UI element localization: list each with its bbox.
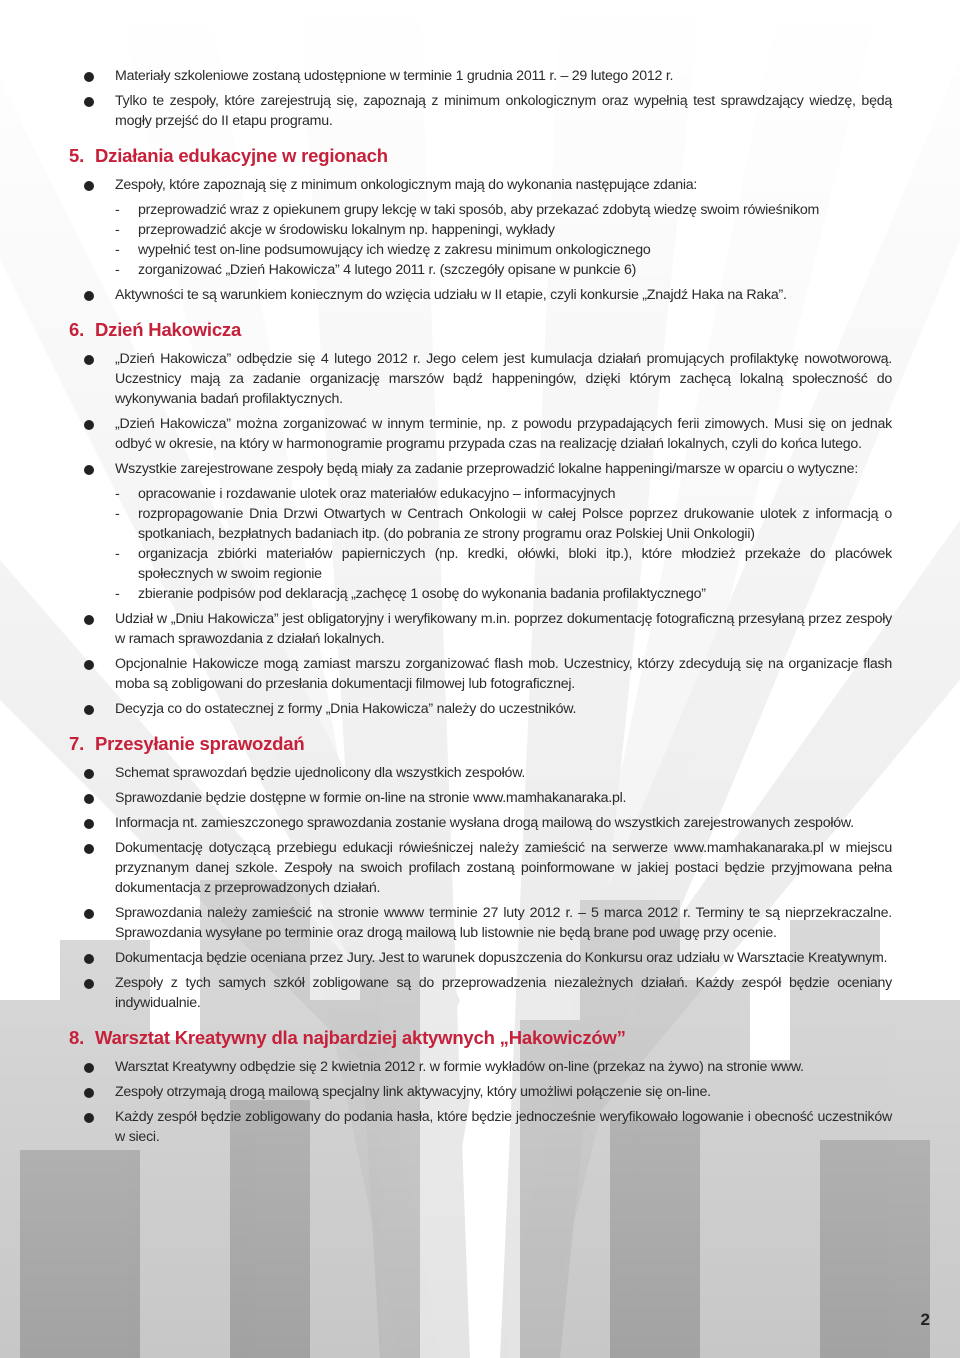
section-bullet-block [69, 175, 892, 280]
section-number: 5. [69, 145, 85, 166]
section-bullet-text: Zespoły, które zapoznają się z minimum onkologicznym mają do wykonania następujące zdania: [115, 177, 698, 193]
dash-list-item-text: przeprowadzić akcje w środowisku lokalnym np. happeningi, wykłady [138, 222, 555, 238]
bullet-icon [84, 705, 94, 715]
section-5 [69, 145, 892, 305]
section-bullet [69, 813, 892, 833]
section-bullet-block [69, 414, 892, 454]
section-7 [69, 733, 892, 1013]
dash-list [69, 484, 892, 604]
dash-list-item-text: przeprowadzić wraz z opiekunem grupy lekcję w taki sposób, aby przekazać zdobytą wiedzę swoim rówieśnikom [138, 202, 820, 218]
bullet-icon [84, 794, 94, 804]
bullet-icon [84, 954, 94, 964]
section-bullet [69, 349, 892, 409]
dash-list-item [69, 260, 892, 280]
section-bullet-block [69, 349, 892, 409]
dash-marker: - [115, 222, 120, 238]
bullet-icon [84, 97, 94, 107]
section-bullet [69, 1107, 892, 1147]
section-number: 7. [69, 733, 85, 754]
section-bullet [69, 838, 892, 898]
section-number: 8. [69, 1027, 85, 1048]
bullet-icon [84, 1088, 94, 1098]
section-bullet-text: Decyzja co do ostatecznej z formy „Dnia Hakowicza” należy do uczestników. [115, 701, 577, 717]
dash-list-item [69, 504, 892, 544]
section-heading [69, 319, 892, 341]
section-bullet-block [69, 838, 892, 898]
dash-marker: - [115, 506, 120, 522]
section-bullet [69, 763, 892, 783]
section-bullet [69, 788, 892, 808]
section-bullet [69, 285, 892, 305]
dash-list-item [69, 484, 892, 504]
dash-list-item [69, 584, 892, 604]
section-bullet-text: Dokumentację dotyczącą przebiegu edukacji rówieśniczej należy zamieścić na serwerze www.mamhakanaraka.pl w miejscu przyznanym danej szkole. Zespoły na swoich profilach zostaną poinformowane w jakiej postaci będzie przyjmowana pełna dokumentacja z przeprowadzonych działań. [115, 840, 892, 896]
section-bullet [69, 414, 892, 454]
dash-list-item-text: zorganizować „Dzień Hakowicza” 4 lutego 2011 r. (szczegóły opisane w punkcie 6) [138, 262, 637, 278]
dash-list-item-text: wypełnić test on-line podsumowujący ich wiedzę z zakresu minimum onkologicznego [138, 242, 651, 258]
section-bullet-text: Każdy zespół będzie zobligowany do podania hasła, które będzie jednocześnie weryfikowało logowanie i obecność uczestników w sieci. [115, 1109, 892, 1145]
bullet-icon [84, 909, 94, 919]
section-bullet-text: Schemat sprawozdań będzie ujednolicony dla wszystkich zespołów. [115, 765, 526, 781]
section-bullet-text: „Dzień Hakowicza” odbędzie się 4 lutego 2012 r. Jego celem jest kumulacja działań promujących profilaktykę nowotworową. Uczestnicy mają za zadanie organizację marszów bądź happeningów, dzięki którym zachęcą lokalną społeczność do wykonywania badań profilaktycznych. [115, 351, 892, 407]
page-number: 2 [920, 1310, 930, 1329]
bullet-icon [84, 355, 94, 365]
section-bullet [69, 609, 892, 649]
section-bullet-block [69, 813, 892, 833]
dash-marker: - [115, 586, 120, 602]
dash-list [69, 200, 892, 280]
dash-list-item-text: zbieranie podpisów pod deklaracją „zachęcę 1 osobę do wykonania badania profilaktycznego” [138, 586, 706, 602]
section-bullet-block [69, 973, 892, 1013]
bullet-icon [84, 181, 94, 191]
section-bullet-block [69, 763, 892, 783]
dash-list-item [69, 200, 892, 220]
section-bullet-text: Opcjonalnie Hakowicze mogą zamiast marszu zorganizować flash mob. Uczestnicy, którzy zdecydują się na organizacje flash moba są zobligowani do przesłania dokumentacji filmowej lub fotograficznej. [115, 656, 892, 692]
section-bullet [69, 1057, 892, 1077]
dash-marker: - [115, 262, 120, 278]
intro-bullet [69, 91, 892, 131]
section-bullet [69, 973, 892, 1013]
section-title: Warsztat Kreatywny dla najbardziej aktywnych „Hakowiczów” [95, 1027, 626, 1048]
section-bullet-text: Sprawozdania należy zamieścić na stronie wwww terminie 27 luty 2012 r. – 5 marca 2012 r. Terminy te są nieprzekraczalne. Sprawozdania wysyłane po terminie oraz drogą mailową lub listownie nie będą brane pod uwagę przy ocenie. [115, 905, 892, 941]
section-bullet-block [69, 459, 892, 604]
section-bullet-text: Udział w „Dniu Hakowicza” jest obligatoryjny i weryfikowany m.in. poprzez dokumentację fotograficzną przesyłaną przez zespoły w ramach sprawozdania z działań lokalnych. [115, 611, 892, 647]
section-bullet-block [69, 788, 892, 808]
section-bullet-block [69, 609, 892, 649]
section-bullet-text: Informacja nt. zamieszczonego sprawozdania zostanie wysłana drogą mailową do wszystkich zarejestrowanych zespołów. [115, 815, 854, 831]
section-bullet [69, 175, 892, 195]
section-6 [69, 319, 892, 719]
section-bullet-block [69, 903, 892, 943]
section-title: Działania edukacyjne w regionach [95, 145, 388, 166]
section-number: 6. [69, 319, 85, 340]
dash-list-item-text: opracowanie i rozdawanie ulotek oraz materiałów edukacyjno – informacyjnych [138, 486, 616, 502]
dash-marker: - [115, 202, 120, 218]
bullet-icon [84, 72, 94, 82]
bullet-icon [84, 465, 94, 475]
section-title: Dzień Hakowicza [95, 319, 242, 340]
section-bullet [69, 948, 892, 968]
dash-list-item-text: rozpropagowanie Dnia Drzwi Otwartych w Centrach Onkologii w całej Polsce poprzez drukowanie ulotek z informacją o spotkaniach, bezpłatnych badaniach itp. (do pobrania ze strony programu oraz Polskiej Unii Onkologii) [138, 506, 892, 542]
section-bullet-block [69, 1082, 892, 1102]
dash-list-item [69, 220, 892, 240]
dash-list-item [69, 240, 892, 260]
section-bullet-text: Zespoły otrzymają drogą mailową specjalny link aktywacyjny, który umożliwi połączenie się on-line. [115, 1084, 711, 1100]
section-bullet [69, 1082, 892, 1102]
section-bullet-block [69, 654, 892, 694]
section-heading [69, 145, 892, 167]
intro-bullet [69, 66, 892, 86]
intro-bullet-text: Tylko te zespoły, które zarejestrują się, zapoznają z minimum onkologicznym oraz wypełnią test sprawdzający wiedzę, będą mogły przejść do II etapu programu. [115, 93, 892, 129]
bullet-icon [84, 979, 94, 989]
bullet-icon [84, 615, 94, 625]
section-bullet [69, 654, 892, 694]
section-bullet-block [69, 1057, 892, 1077]
section-title: Przesyłanie sprawozdań [95, 733, 305, 754]
bullet-icon [84, 1063, 94, 1073]
section-bullet-text: Dokumentacja będzie oceniana przez Jury. Jest to warunek dopuszczenia do Konkursu oraz udziału w Warsztacie Kreatywnym. [115, 950, 888, 966]
section-8 [69, 1027, 892, 1147]
section-bullet-block [69, 285, 892, 305]
bullet-icon [84, 1113, 94, 1123]
dash-marker: - [115, 242, 120, 258]
document-body [69, 66, 892, 1152]
bullet-icon [84, 660, 94, 670]
section-bullet-block [69, 1107, 892, 1147]
dash-list-item [69, 544, 892, 584]
section-bullet-text: Aktywności te są warunkiem koniecznym do wzięcia udziału w II etapie, czyli konkursie „Znajdź Haka na Raka”. [115, 287, 787, 303]
dash-marker: - [115, 546, 120, 562]
section-bullet-text: Wszystkie zarejestrowane zespoły będą miały za zadanie przeprowadzić lokalne happeningi/marsze w oparciu o wytyczne: [115, 461, 859, 477]
section-bullet-text: Sprawozdanie będzie dostępne w formie on-line na stronie www.mamhakanaraka.pl. [115, 790, 627, 806]
bullet-icon [84, 819, 94, 829]
dash-list-item-text: organizacja zbiórki materiałów papierniczych (np. kredki, ołówki, bloki itp.), które młodzież przekaże do placówek społecznych w swoim regionie [138, 546, 892, 582]
section-bullet-text: Zespoły z tych samych szkół zobligowane są do przeprowadzenia niezależnych działań. Każdy zespół będzie oceniany indywidualnie. [115, 975, 892, 1011]
dash-marker: - [115, 486, 120, 502]
section-heading [69, 733, 892, 755]
section-bullet [69, 459, 892, 479]
section-bullet-text: „Dzień Hakowicza” można zorganizować w innym terminie, np. z powodu przypadających ferii zimowych. Musi się on jednak odbyć w okresie, na który w harmonogramie programu przypada czas na realizację działań lokalnych, czyli do końca lutego. [115, 416, 892, 452]
intro-bullet-text: Materiały szkoleniowe zostaną udostępnione w terminie 1 grudnia 2011 r. – 29 lutego 2012 r. [115, 68, 674, 84]
section-bullet-text: Warsztat Kreatywny odbędzie się 2 kwietnia 2012 r. w formie wykładów on-line (przekaz na żywo) na stronie www. [115, 1059, 804, 1075]
section-bullet-block [69, 699, 892, 719]
section-bullet [69, 699, 892, 719]
section-bullet-block [69, 948, 892, 968]
section-bullet [69, 903, 892, 943]
bullet-icon [84, 844, 94, 854]
section-heading [69, 1027, 892, 1049]
bullet-icon [84, 769, 94, 779]
bullet-icon [84, 291, 94, 301]
bullet-icon [84, 420, 94, 430]
